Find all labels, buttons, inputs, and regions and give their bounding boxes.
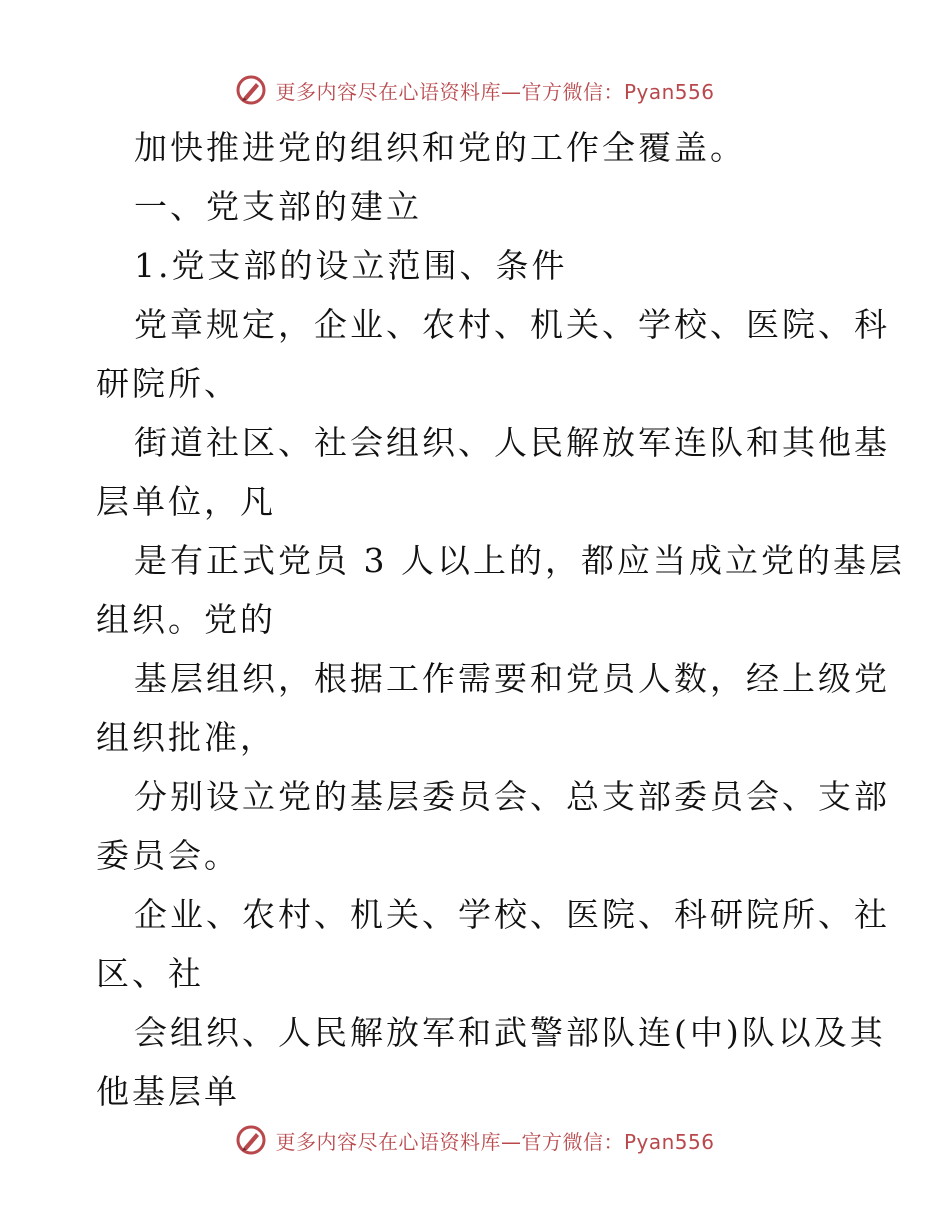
text-line: 企业、农村、机关、学校、医院、科研院所、社 <box>134 895 890 934</box>
document-body <box>96 118 905 1121</box>
text-line: 加快推进党的组织和党的工作全覆盖。 <box>134 128 746 167</box>
text-line: 街道社区、社会组织、人民解放军连队和其他基 <box>134 423 890 462</box>
text-line-continuation: 组织。党的 <box>96 600 276 639</box>
pen-logo-icon <box>235 1124 267 1156</box>
text-line-continuation: 委员会。 <box>96 836 240 875</box>
text-line-continuation: 研院所、 <box>96 364 240 403</box>
text-line-continuation: 区、社 <box>96 954 204 993</box>
text-line: 会组织、人民解放军和武警部队连(中)队以及其 <box>134 1013 886 1052</box>
text-line-continuation: 组织批准， <box>96 718 276 757</box>
footer-watermark <box>0 1122 950 1158</box>
text-line: 党章规定，企业、农村、机关、学校、医院、科 <box>134 305 890 344</box>
text-line-continuation: 他基层单 <box>96 1072 240 1111</box>
paragraph-list <box>96 118 905 1121</box>
header-watermark <box>0 72 950 108</box>
watermark-text: 更多内容尽在心语资料库—官方微信：Pyan556 <box>275 79 715 104</box>
text-line: 是有正式党员 3 人以上的，都应当成立党的基层 <box>134 541 905 580</box>
pen-logo-icon <box>235 74 267 106</box>
watermark-text: 更多内容尽在心语资料库—官方微信：Pyan556 <box>275 1129 715 1154</box>
section-heading: 一、党支部的建立 <box>134 187 422 226</box>
subsection-heading: 1.党支部的设立范围、条件 <box>134 246 568 285</box>
text-line: 基层组织，根据工作需要和党员人数，经上级党 <box>134 659 890 698</box>
text-line: 分别设立党的基层委员会、总支部委员会、支部 <box>134 777 890 816</box>
text-line-continuation: 层单位，凡 <box>96 482 276 521</box>
